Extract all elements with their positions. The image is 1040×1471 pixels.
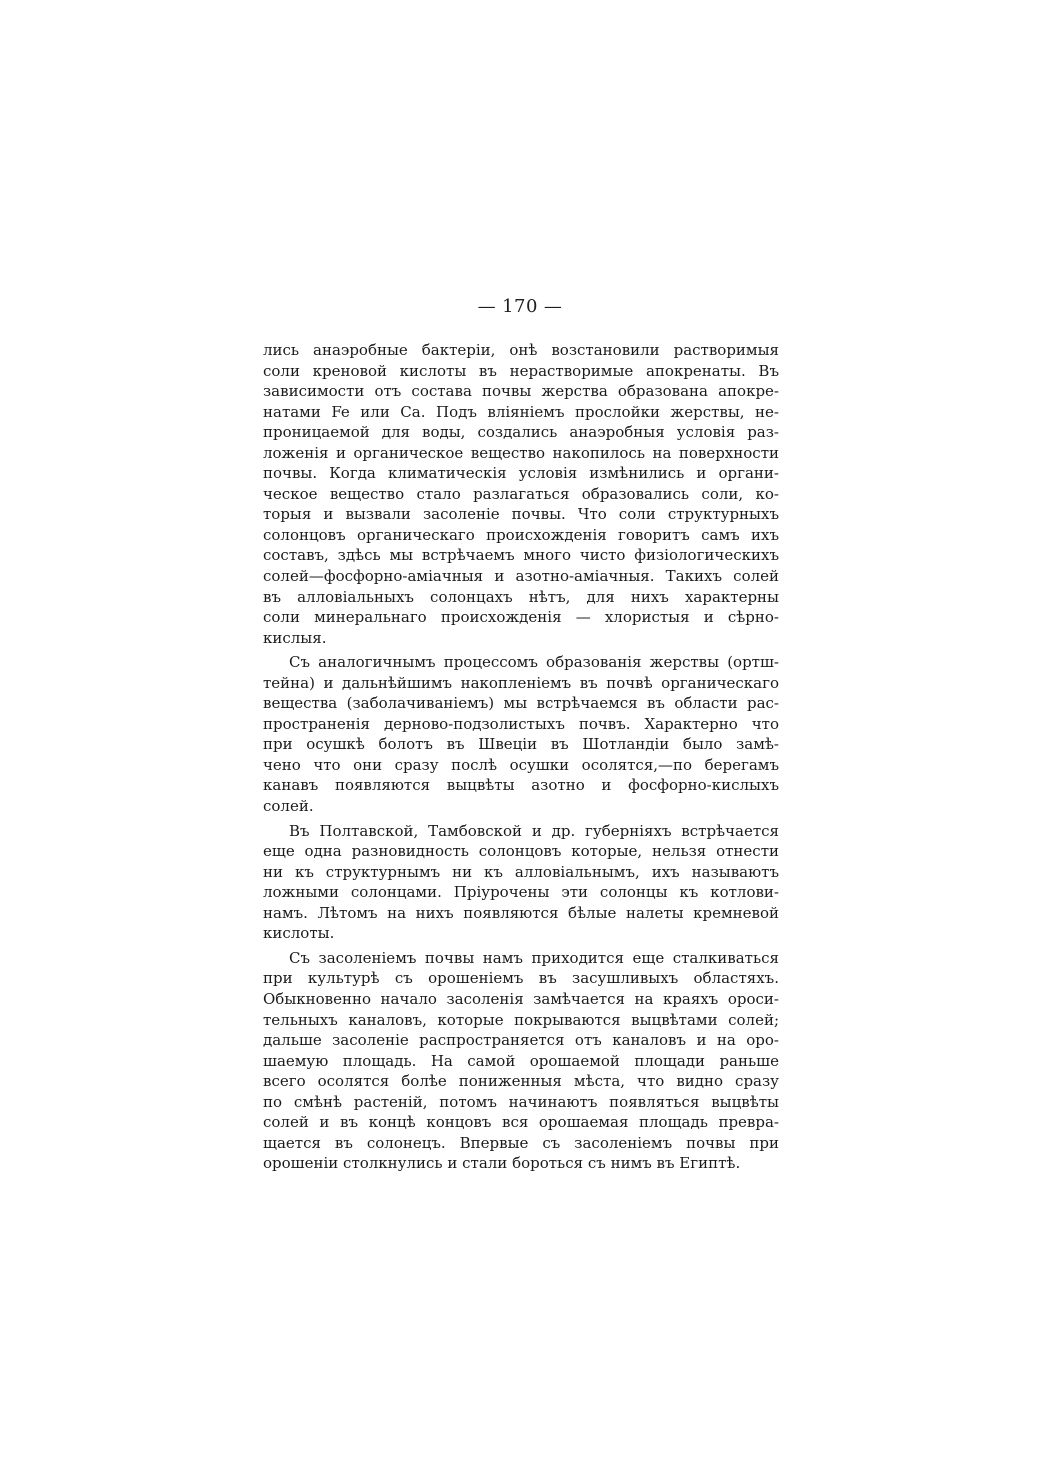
text-line: торыя и вызвали засоленіе почвы. Что соли структурныхъ [263, 505, 779, 524]
page-number: — 170 — [477, 296, 563, 317]
text-line: кислыя. [263, 628, 327, 647]
text-line: намъ. Лѣтомъ на нихъ появляются бѣлые налеты кремневой [263, 903, 779, 922]
paragraph [263, 340, 779, 648]
text-line: солонцовъ органическаго происхожденія говоритъ самъ ихъ [263, 525, 779, 544]
text-line: чено что они сразу послѣ осушки осолятся,—по берегамъ [263, 755, 779, 774]
text-line: кислоты. [263, 924, 335, 943]
text-line: натами Fe или Ca. Подъ вліяніемъ прослойки жерствы, не- [263, 402, 779, 421]
text-line: лись анаэробные бактеріи, онѣ возстановили растворимыя [263, 341, 779, 359]
paragraph [263, 652, 779, 816]
text-line: тельныхъ каналовъ, которые покрываются выцвѣтами солей; [263, 1010, 779, 1029]
text-line: почвы. Когда климатическія условія измѣнились и органи- [263, 464, 779, 483]
text-line: Въ Полтавской, Тамбовской и др. губерніяхъ встрѣчается [289, 821, 779, 840]
text-line: ческое вещество стало разлагаться образовались соли, ко- [263, 484, 779, 503]
text-line: проницаемой для воды, создались анаэробныя условія раз- [263, 423, 779, 442]
text-line: солей—фосфорно-аміачныя и азотно-аміачныя. Такихъ солей [263, 567, 779, 586]
text-line: тейна) и дальнѣйшимъ накопленіемъ въ почвѣ органическаго [263, 673, 779, 692]
text-line: по смѣнѣ растеній, потомъ начинаютъ появляться выцвѣты [263, 1092, 779, 1111]
text-line: еще одна разновидность солонцовъ которые, нельзя отнести [263, 842, 779, 861]
text-line: ни къ структурнымъ ни къ алловіальнымъ, ихъ называютъ [263, 862, 779, 881]
text-line: солей. [263, 797, 314, 816]
page-number-value: 170 [502, 296, 538, 317]
paragraph [263, 948, 779, 1174]
text-line: соли креновой кислоты въ нерастворимые апокренаты. Въ [263, 361, 779, 380]
text-line: всего осолятся болѣе пониженныя мѣста, что видно сразу [263, 1072, 779, 1091]
text-line: соли минеральнаго происхожденія — хлористыя и сѣрно- [263, 608, 779, 627]
text-line: щается въ солонецъ. Впервые съ засоленіемъ почвы при [263, 1133, 779, 1152]
text-line: при осушкѣ болотъ въ Швеціи въ Шотландіи было замѣ- [263, 735, 779, 754]
text-line: въ алловіальныхъ солонцахъ нѣтъ, для нихъ характерны [263, 587, 779, 606]
text-line: Обыкновенно начало засоленія замѣчается на краяхъ ороси- [263, 989, 779, 1008]
text-line: при культурѣ съ орошеніемъ въ засушливыхъ областяхъ. [263, 969, 779, 988]
text-line: Съ засоленіемъ почвы намъ приходится еще сталкиваться [289, 948, 779, 967]
text-line: канавъ появляются выцвѣты азотно и фосфорно-кислыхъ [263, 776, 779, 795]
text-line: ложными солонцами. Пріурочены эти солонцы къ котлови- [263, 883, 779, 902]
paragraph [263, 821, 779, 944]
body-text [263, 340, 779, 1174]
text-line: ложенія и органическое вещество накопилось на поверхности [263, 443, 779, 462]
text-line: зависимости отъ состава почвы жерства образована апокре- [263, 382, 779, 401]
text-line: составъ, здѣсь мы встрѣчаемъ много чисто физіологическихъ [263, 546, 779, 565]
text-line: орошеніи столкнулись и стали бороться съ нимъ въ Египтѣ. [263, 1154, 741, 1173]
text-line: солей и въ концѣ концовъ вся орошаемая площадь превра- [263, 1113, 779, 1132]
text-line: пространенія дерново-подзолистыхъ почвъ. Характерно что [263, 714, 779, 733]
text-line: Съ аналогичнымъ процессомъ образованія жерствы (ортш- [289, 653, 779, 672]
text-line: шаемую площадь. На самой орошаемой площади раньше [263, 1051, 779, 1070]
text-line: вещества (заболачиваніемъ) мы встрѣчаемся въ области рас- [263, 694, 779, 713]
text-line: дальше засоленіе распространяется отъ каналовъ и на оро- [263, 1031, 779, 1050]
